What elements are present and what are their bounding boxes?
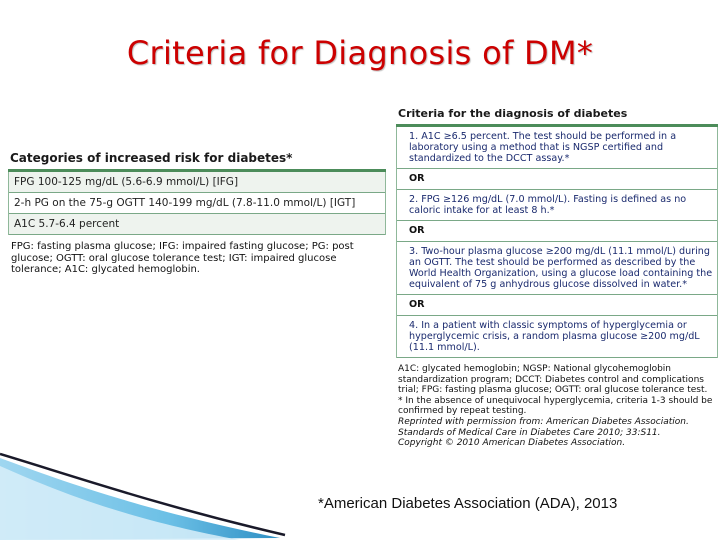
risk-table-body: [8, 172, 386, 235]
risk-row-a1c: A1C 5.7-6.4 percent: [9, 214, 385, 235]
diagnosis-table-title: Criteria for the diagnosis of diabetes: [398, 107, 628, 120]
or-separator: OR: [397, 295, 717, 316]
diagnosis-criteria-table: [396, 107, 718, 449]
criterion-a1c: 1. A1C ≥6.5 percent. The test should be performed in a laboratory using a method that is NGSP certified and standardized to the DCCT assay.*: [397, 127, 717, 169]
diagnosis-table-footnote: [396, 358, 718, 449]
criterion-ogtt: 3. Two-hour plasma glucose ≥200 mg/dL (11.1 mmol/L) during an OGTT. The test should be performed as described by the World Health Organization, using a glucose load containing the equivalent of 75 g anhydrous glucose dissolved in water.*: [397, 242, 717, 295]
copyright-notice: Copyright © 2010 American Diabetes Association.: [398, 438, 626, 449]
reprint-source: Standards of Medical Care in Diabetes Care 2010; 33:S11.: [398, 427, 661, 438]
risk-row-ifg: FPG 100-125 mg/dL (5.6-6.9 mmol/L) [IFG]: [9, 172, 385, 193]
or-separator: OR: [397, 221, 717, 242]
or-separator: OR: [397, 169, 717, 190]
criterion-fpg: 2. FPG ≥126 mg/dL (7.0 mmol/L). Fasting is defined as no caloric intake for at least 8 h.*: [397, 190, 717, 221]
risk-categories-table: [8, 149, 386, 276]
criterion-random-glucose: 4. In a patient with classic symptoms of hyperglycemia or hyperglycemic crisis, a random plasma glucose ≥200 mg/dL (11.1 mmol/L).: [397, 316, 717, 358]
reprint-notice: Reprinted with permission from: American Diabetes Association.: [398, 416, 689, 427]
decorative-swoosh: [0, 440, 300, 540]
diagnosis-table-body: [396, 127, 718, 358]
slide-title: Criteria for Diagnosis of DM*: [126, 34, 594, 72]
risk-table-footnote: FPG: fasting plasma glucose; IFG: impaired fasting glucose; PG: post glucose; OGTT: oral glucose tolerance test; IGT: impaired glucose tolerance; A1C: glycated hemoglobin.: [11, 241, 354, 275]
source-citation: *American Diabetes Association (ADA), 2013: [318, 495, 618, 512]
footnote-repeat-testing: * In the absence of unequivocal hyperglycemia, criteria 1-3 should be confirmed by repeat testing.: [398, 395, 713, 417]
risk-table-title: Categories of increased risk for diabetes*: [10, 151, 293, 165]
risk-row-igt: 2-h PG on the 75-g OGTT 140-199 mg/dL (7.8-11.0 mmol/L) [IGT]: [9, 193, 385, 214]
footnote-abbreviations: A1C: glycated hemoglobin; NGSP: National glycohemoglobin standardization program; DCCT: Diabetes control and complications trial; FPG: fasting plasma glucose; OGTT: oral glucose tolerance test.: [398, 364, 708, 396]
